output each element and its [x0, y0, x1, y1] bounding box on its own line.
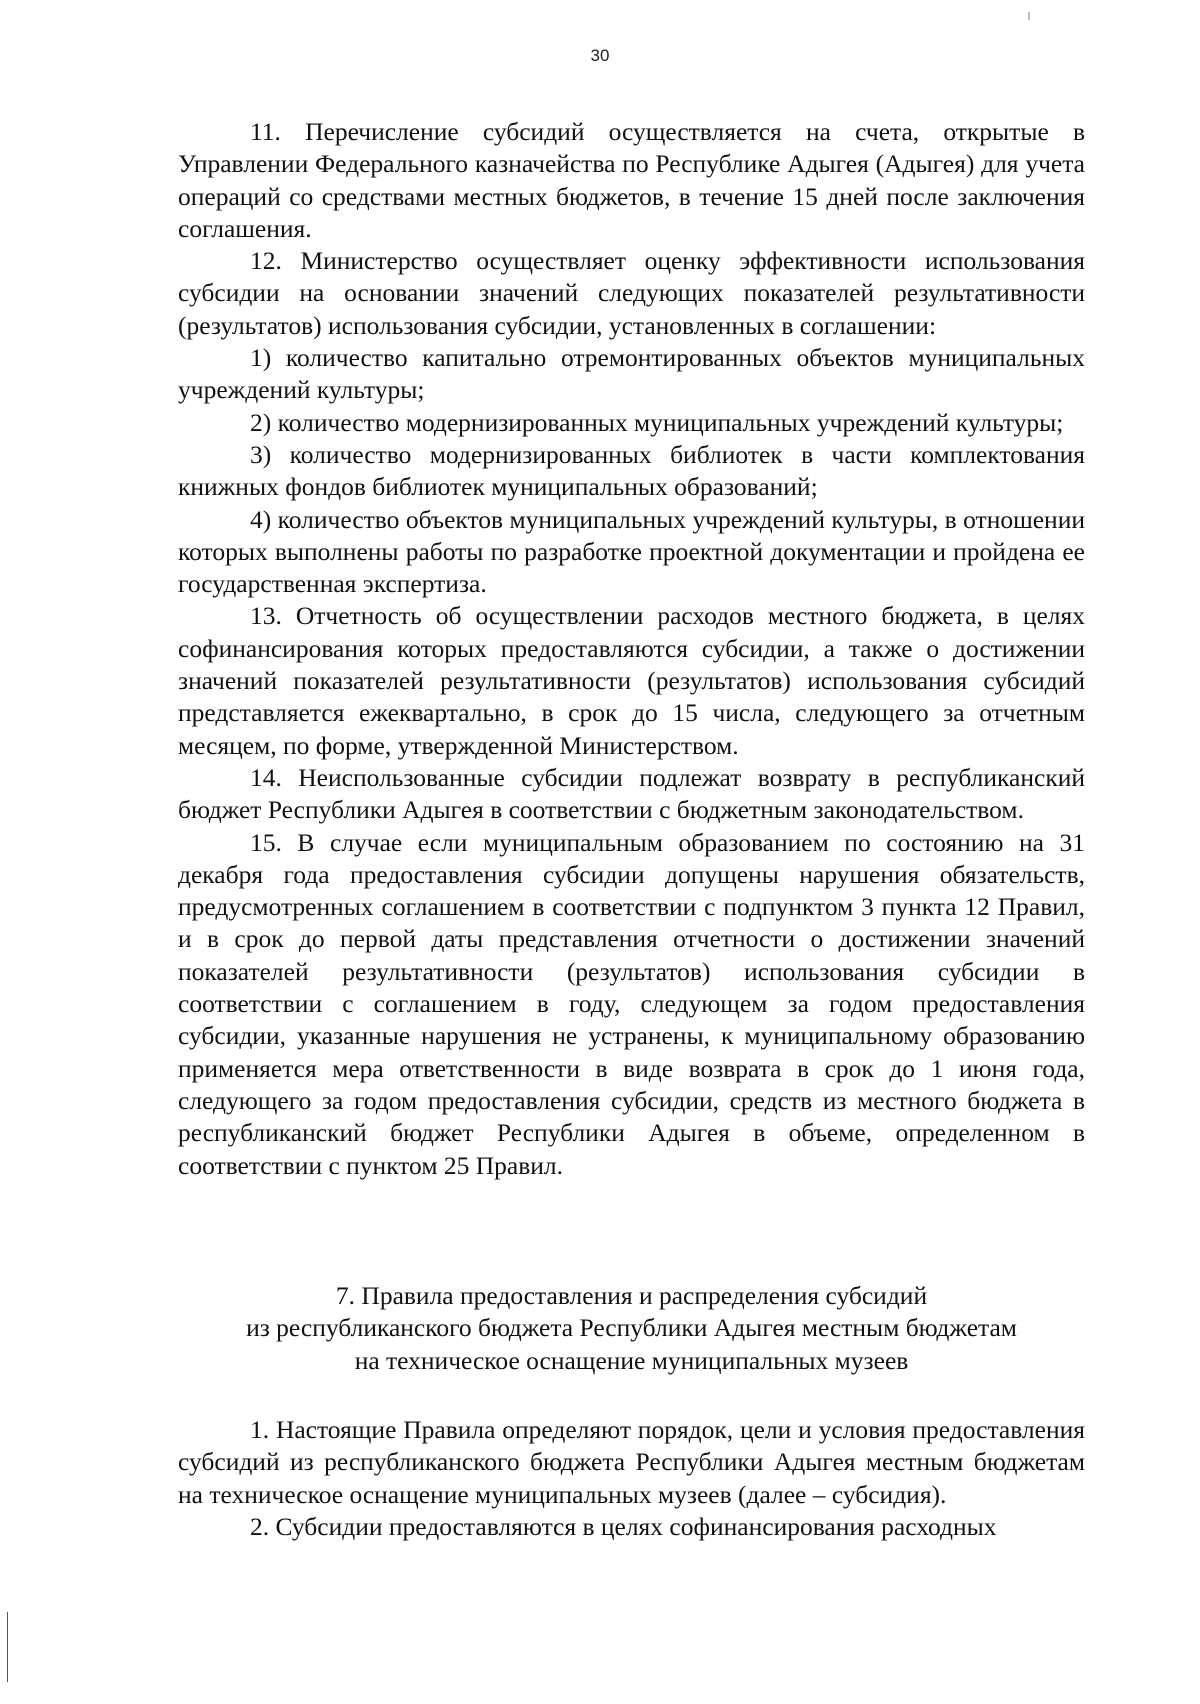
scan-artifact-line	[7, 1612, 8, 1682]
list-item-1: 1) количество капитально отремонтированных объектов муниципальных учреждений культуры;	[178, 343, 1085, 405]
scan-artifact	[1028, 12, 1030, 20]
document-body-top	[178, 116, 1085, 1182]
section-heading-line-2: из республиканского бюджета Республики Адыгея местным бюджетам	[246, 1313, 1017, 1343]
rule-paragraph-2: 2. Субсидии предоставляются в целях софинансирования расходных	[250, 1511, 997, 1541]
list-item-4: 4) количество объектов муниципальных учреждений культуры, в отношении которых выполнены работы по разработке проектной документации и пройдена ее государственная экспертиза.	[178, 504, 1085, 599]
list-item-3: 3) количество модернизированных библиотек в части комплектования книжных фондов библиотек муниципальных образований;	[178, 439, 1085, 502]
section-heading-line-3: на техническое оснащение муниципальных музеев	[354, 1345, 909, 1375]
section-heading	[178, 1280, 1085, 1377]
paragraph-13: 13. Отчетность об осуществлении расходов местного бюджета, в целях софинансирования которых предоставляются субсидии, а также о достижении значений показателей результативности (результатов) использования субсидий представляется ежеквартально, в срок до 15 числа, следующего за отчетным месяцем, по форме, утвержденной Министерством.	[178, 601, 1085, 760]
paragraph-11: 11. Перечисление субсидий осуществляется на счета, открытые в Управлении Федерального казначейства по Республике Адыгея (Адыгея) для учета операций со средствами местных бюджетов, в течение 15 дней после заключения соглашения.	[178, 117, 1085, 243]
paragraph-14: 14. Неиспользованные субсидии подлежат возврату в республиканский бюджет Республики Адыгея в соответствии с бюджетным законодательством.	[178, 762, 1085, 825]
rule-paragraph-1: 1. Настоящие Правила определяют порядок, цели и условия предоставления субсидий из республиканского бюджета Республики Адыгея местным бюджетам на техническое оснащение муниципальных музеев (далее – субсидия).	[178, 1415, 1085, 1509]
section-heading-line-1: 7. Правила предоставления и распределения субсидий	[335, 1281, 928, 1310]
page-number: 30	[590, 46, 610, 65]
paragraph-12: 12. Министерство осуществляет оценку эффективности использования субсидии на основании значений следующих показателей результативности (результатов) использования субсидии, установленных в соглашении:	[178, 246, 1085, 340]
list-item-2: 2) количество модернизированных муниципальных учреждений культуры;	[250, 407, 1064, 437]
document-body-bottom	[178, 1414, 1085, 1543]
paragraph-15: 15. В случае если муниципальным образованием по состоянию на 31 декабря года предоставления субсидии допущены нарушения обязательств, предусмотренных соглашением в соответствии с подпунктом 3 пункта 12 Правил, и в срок до первой даты представления отчетности о достижении значений показателей результативности (результатов) использования субсидии в соответствии с соглашением в году, следующем за годом предоставления субсидии, указанные нарушения не устранены, к муниципальному образованию применяется мера ответственности в виде возврата в срок до 1 июня года, следующего за годом предоставления субсидии, средств из местного бюджета в республиканский бюджет Республики Адыгея в объеме, определенном в соответствии с пунктом 25 Правил.	[178, 827, 1085, 1180]
